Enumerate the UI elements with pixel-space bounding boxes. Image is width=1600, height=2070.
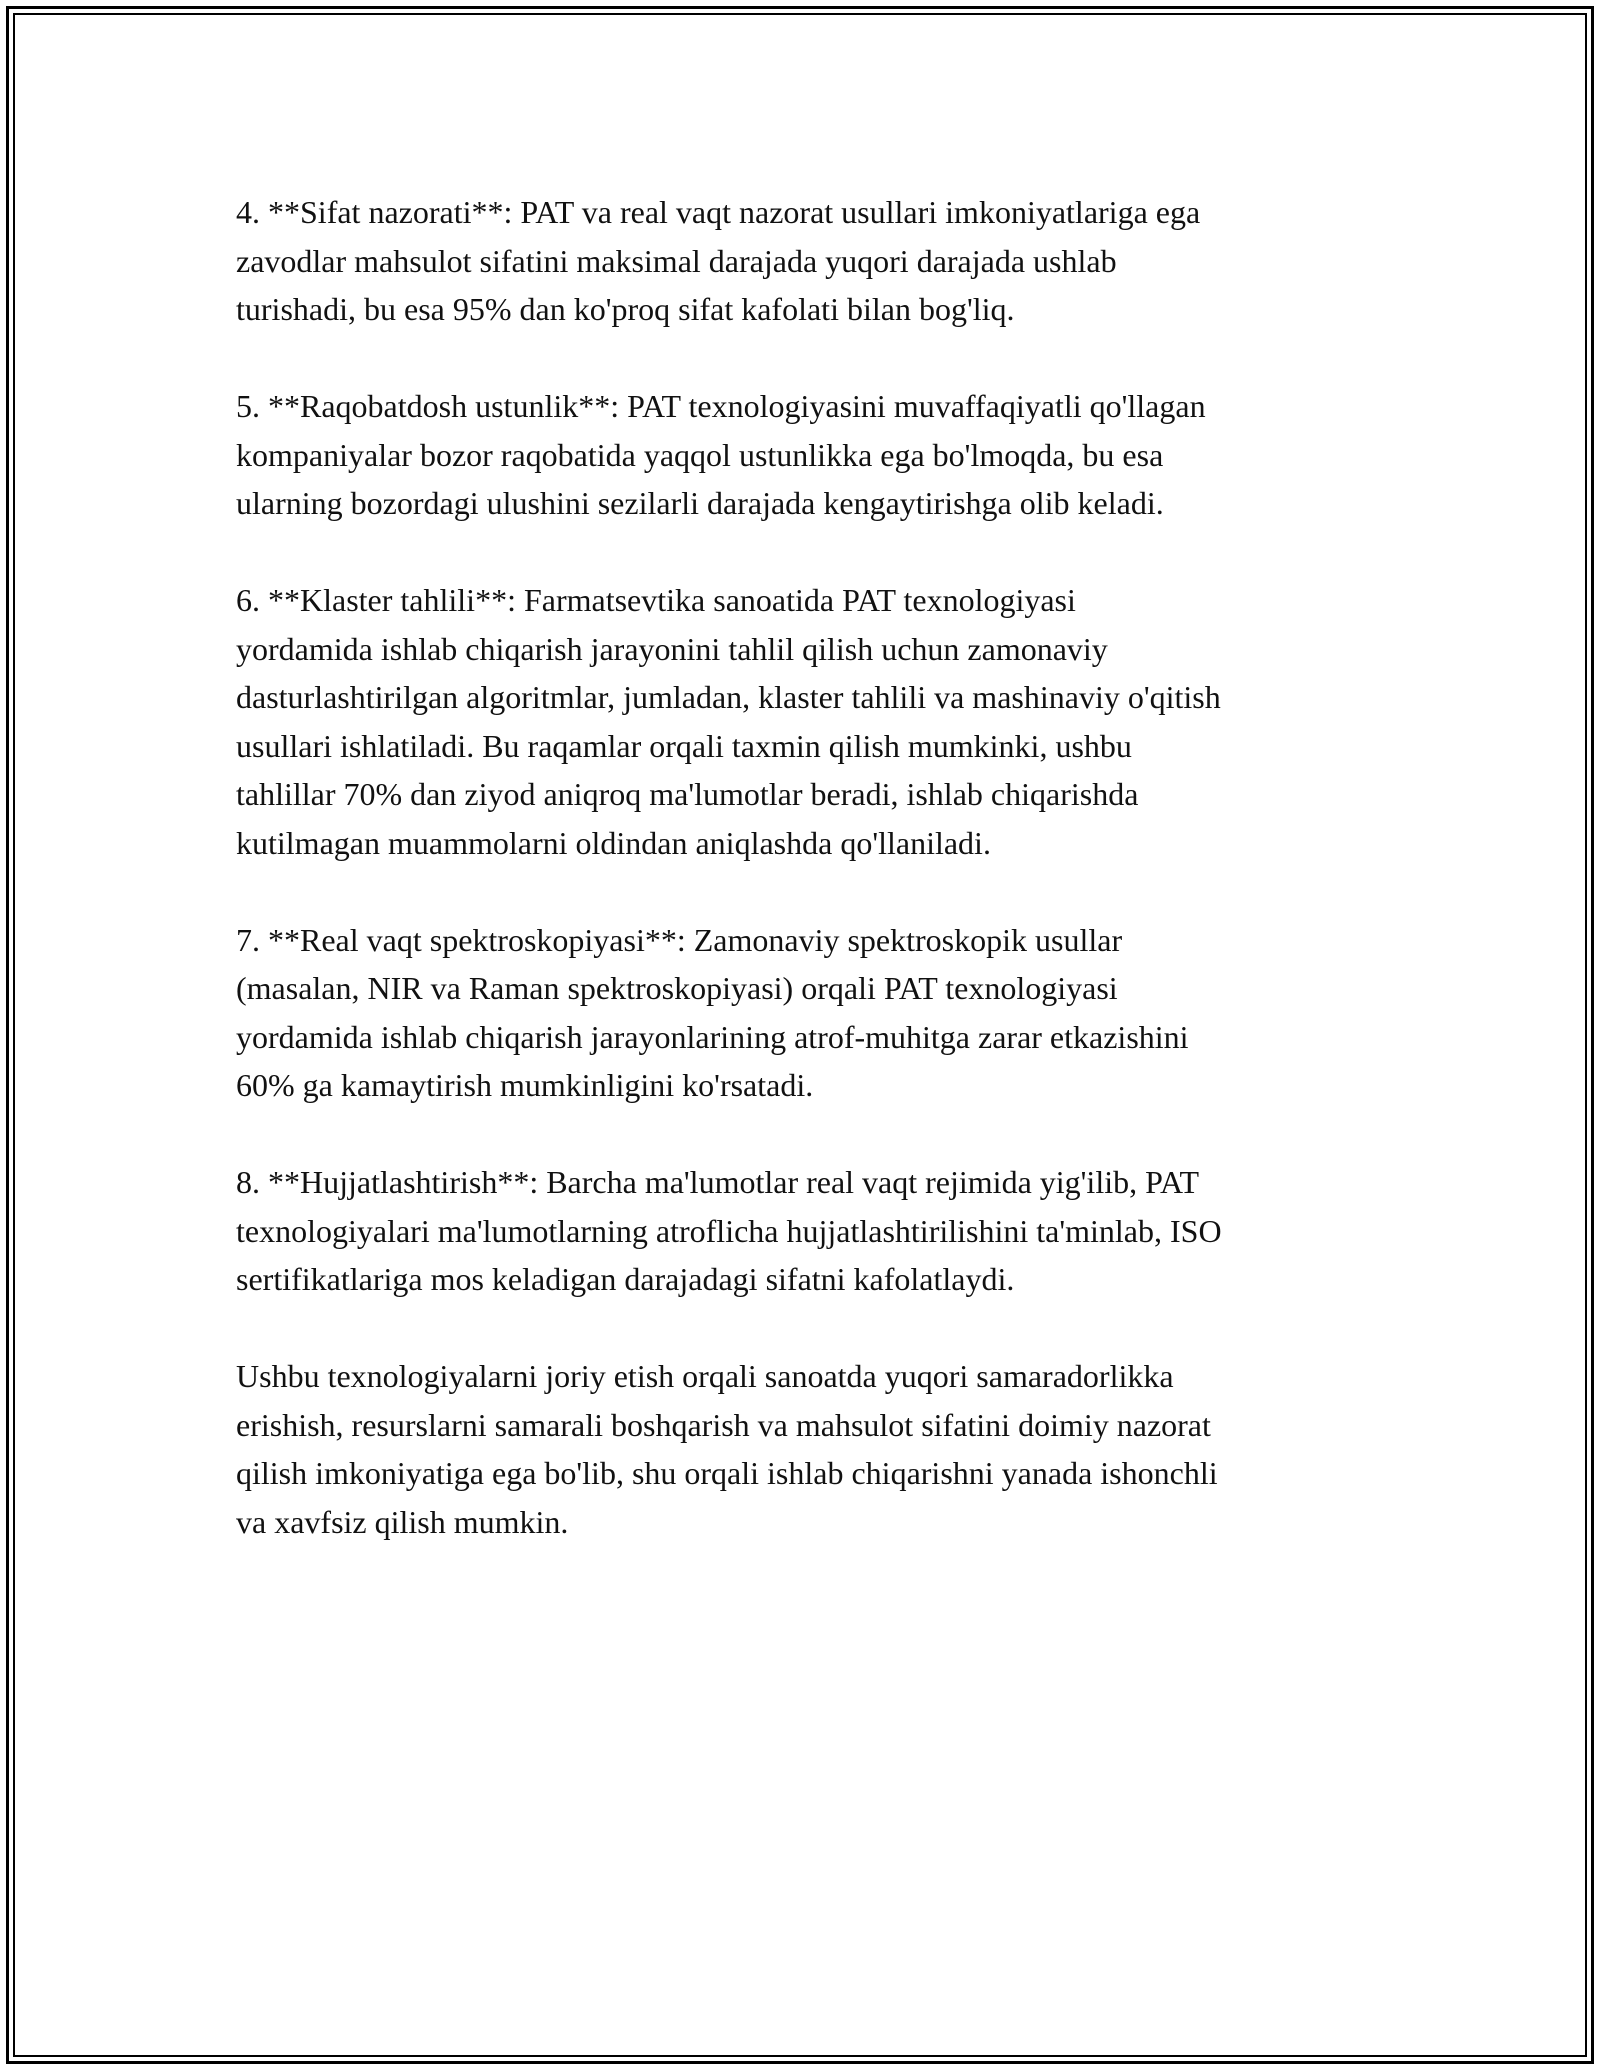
paragraph-sifat-nazorati: 4. **Sifat nazorati**: PAT va real vaqt nazorat usullari imkoniyatlariga ega zavodlar mahsulot sifatini maksimal darajada yuqori darajada ushlab turishadi, bu esa 95% dan ko'proq sifat kafolati bilan bog'liq. — [236, 194, 1201, 327]
paragraph-real-vaqt-spektroskopiyasi: 7. **Real vaqt spektroskopiyasi**: Zamonaviy spektroskopik usullar (masalan, NIR va Raman spektroskopiyasi) orqali PAT texnologiyasi yordamida ishlab chiqarish jarayonlarining atrof-muhitga zarar etkazishini 60% ga kamaytirish mumkinligini ko'rsatadi. — [236, 921, 1189, 1103]
paragraph-hujjatlashtirish: 8. **Hujjatlashtirish**: Barcha ma'lumotlar real vaqt rejimida yig'ilib, PAT texnologiyalari ma'lumotlarning atroflicha hujjatlashtirilishini ta'minlab, ISO sertifikatlariga mos keladigan darajadagi sifatni kafolatlaydi. — [236, 1164, 1222, 1297]
document-body — [236, 188, 1376, 1595]
paragraph-conclusion: Ushbu texnologiyalarni joriy etish orqali sanoatda yuqori samaradorlikka erishish, resurslarni samarali boshqarish va mahsulot sifatini doimiy nazorat qilish imkoniyatiga ega bo'lib, shu orqali ishlab chiqarishni yanada ishonchli va xavfsiz qilish mumkin. — [236, 1358, 1218, 1540]
paragraph-raqobatdosh-ustunlik: 5. **Raqobatdosh ustunlik**: PAT texnologiyasini muvaffaqiyatli qo'llagan kompaniyalar bozor raqobatida yaqqol ustunlikka ega bo'lmoqda, bu esa ularning bozordagi ulushini sezilarli darajada kengaytirishga olib keladi. — [236, 388, 1206, 521]
paragraph-klaster-tahlili: 6. **Klaster tahlili**: Farmatsevtika sanoatida PAT texnologiyasi yordamida ishlab chiqarish jarayonini tahlil qilish uchun zamonaviy dasturlashtirilgan algoritmlar, jumladan, klaster tahlili va mashinaviy o'qitish usullari ishlatiladi. Bu raqamlar orqali taxmin qilish mumkinki, ushbu tahlillar 70% dan ziyod aniqroq ma'lumotlar beradi, ishlab chiqarishda kutilmagan muammolarni oldindan aniqlashda qo'llaniladi. — [236, 582, 1221, 861]
